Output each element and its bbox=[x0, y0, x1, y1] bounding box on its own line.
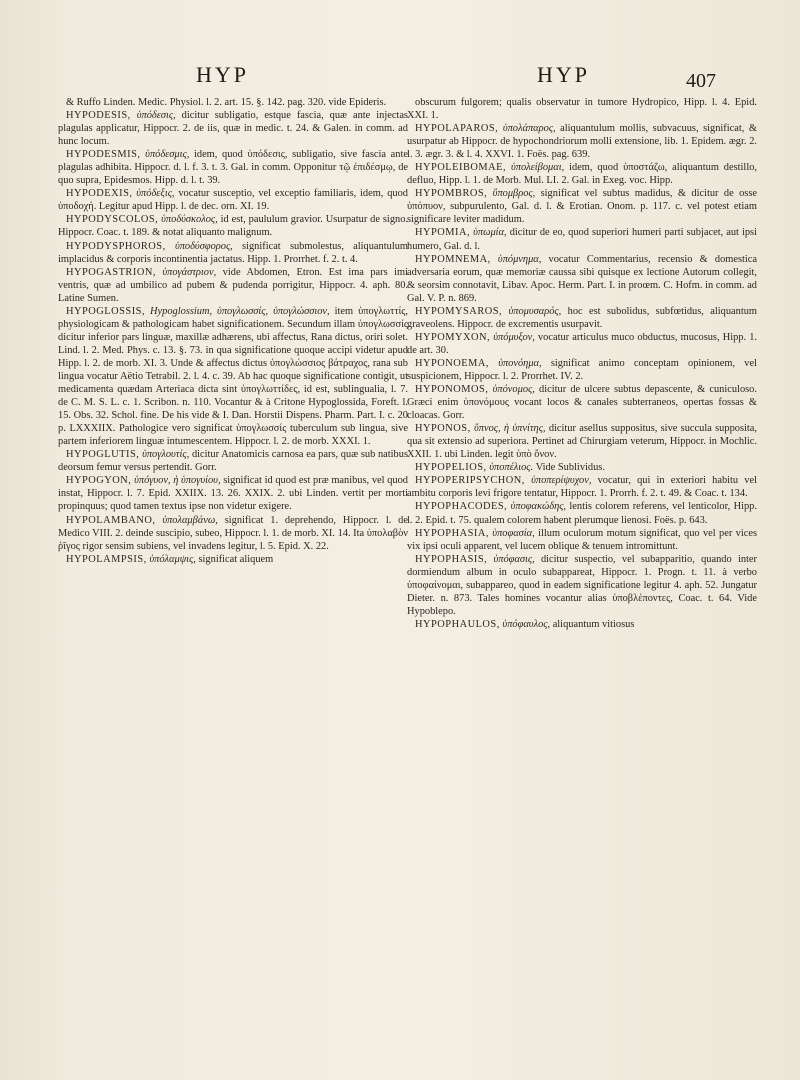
entry-greek-term: ὑπόδεξις, bbox=[136, 188, 175, 200]
entry-greek-term: ὑποπερίψυχον, bbox=[531, 475, 592, 487]
entry-greek-term: ὑπογάστριον, bbox=[162, 266, 217, 278]
entry-headword: HYPOMYSAROS, bbox=[415, 305, 503, 317]
entry-greek-term: ὑπόμυξον, bbox=[493, 331, 535, 343]
entry-headword: HYPOPHASIA, bbox=[415, 527, 489, 539]
dictionary-entry bbox=[407, 383, 757, 422]
entry-headword: HYPOLAPAROS, bbox=[415, 123, 499, 135]
entry-definition: aliquantum vitiosus bbox=[552, 618, 635, 630]
dictionary-entry bbox=[58, 187, 408, 213]
entry-greek-term: ὑπολαμβάνω, bbox=[162, 514, 218, 526]
entry-greek-term: ὑπωμία, bbox=[473, 227, 507, 239]
dictionary-entry bbox=[407, 187, 757, 226]
entry-definition: id est, paululum gravior. Usurpatur de signo. Hippocr. Coac. t. 189. & notat aliquanto malignum. bbox=[58, 214, 408, 239]
entry-definition: hoc est subolidus, subfœtidus, aliquantum graveolens. Hippocr. de excrementis usurpavit. bbox=[407, 305, 757, 330]
entry-headword: HYPODYSPHOROS, bbox=[66, 240, 166, 252]
left-running-head: HYP bbox=[196, 62, 250, 87]
entry-definition: lentis colorem referens, vel lenticolor, Hipp. l. 2. Epid. t. 75. qualem colorem habent plerumque lienosi. Foës. p. 643. bbox=[407, 501, 757, 526]
entry-headword: HYPODESMIS, bbox=[66, 149, 141, 161]
entry-definition: vide Abdomen, Etron. Est ima pars imi ventris, quæ ad umbilico ad pubem & pudenda porrigitur, Hippocr. 4. aph. 80. Latine Sumen. bbox=[58, 266, 408, 304]
dictionary-entry bbox=[58, 448, 408, 474]
entry-headword: HYPOPHASIS, bbox=[415, 553, 488, 565]
entry-definition: idem, quod ὑπόδεσις, subligatio, sive fascia ante plagulas adhibita. Hippocr. d. l. f. 3. t. 3. Gal. in comm. Opponitur τῷ ἐπιδέσμῳ, de quo supra, Epidesmos. Hipp. d. l. t. 39. bbox=[58, 149, 408, 187]
entry-headword: HYPOPHACODES, bbox=[415, 501, 508, 513]
entry-greek-term: ὑποδύσκολος, bbox=[161, 214, 218, 226]
left-column bbox=[58, 96, 408, 566]
entry-greek-term: ὑποπέλιος. bbox=[489, 462, 534, 474]
entry-greek-term: ὑπόμνημα, bbox=[497, 253, 542, 265]
dictionary-entry bbox=[407, 527, 757, 553]
entry-definition: significat 1. deprehendo, Hippocr. l. de Medico VIII. 2. deinde suscipio, subeo, Hippocr. l. 1. de morb. XI. 14. Ita ὑπολαβὸν ῥῖγος rigor sensim subiens, vel invadens legitur, l. 5. Epid. X. 22. bbox=[58, 514, 408, 552]
entry-greek-term: ὕπνος, ἡ ὑπνίτης, bbox=[474, 423, 546, 435]
entry-greek-term: ὑπομυσαρός, bbox=[508, 305, 562, 317]
entry-headword: HYPOMBROS, bbox=[415, 188, 488, 200]
entry-greek-term: ὑπόγυον, ἡ ὑπογυίου, bbox=[134, 475, 221, 487]
entry-definition: significat id quod est præ manibus, vel quod instat, Hippocr. l. 7. Epid. XXIIX. 13. 26. XXIX. 2. ubi Linden. vertit per morti propinquus; quod tamen textus ipse non videtur exigere. bbox=[58, 475, 408, 513]
entry-definition: dicitur Anatomicis carnosa ea pars, quæ sub natibus deorsum femur versus pertendit. Gorr. bbox=[58, 449, 408, 474]
entry-definition: significat submolestus, aliquantulum implacidus & corporis incontinentia jactatus. Hipp. 1. Prorrhet. f. 2. t. 4. bbox=[58, 240, 408, 265]
dictionary-entry bbox=[407, 618, 757, 631]
entry-definition: vocatur Commentarius, recensio & domestica adversaria eorum, quæ memoriæ caussa sibi quisque ex lectione Autorum collegit, & seorsim connotavit, Libav. Apoc. Herm. Part. I. in proœm. C. Hofm. in comm. ad Gal. V. P. n. 869. bbox=[407, 253, 757, 304]
entry-headword: HYPOPELIOS, bbox=[415, 462, 487, 474]
entry-greek-term: Hypoglossium, ὑπογλωσσίς, ὑπογλώσσιον, bbox=[150, 305, 330, 317]
entry-definition: significat vel subtus madidus, & dicitur de osse ὑπόπυον, subpurulento, Gal. d. l. & Erotian. Onom. p. 117. c. vel potest etiam significare leviter madidum. bbox=[407, 188, 757, 226]
entry-headword: HYPOMYXON, bbox=[415, 331, 491, 343]
dictionary-entry bbox=[58, 148, 408, 187]
entry-greek-term: ὑπονόημα, bbox=[498, 357, 542, 369]
entry-definition: dicitur de ulcere subtus depascente, & cuniculoso. Græci enim ὑπονόμους vocant locos & canales subterraneos, opertas fossas & cloacas. Gorr. bbox=[407, 384, 757, 422]
entry-headword: HYPOLAMBANO, bbox=[66, 514, 156, 526]
entry-headword: HYPOGASTRION, bbox=[66, 266, 156, 278]
entry-greek-term: ὑπόφασις, bbox=[493, 553, 535, 565]
entry-definition: obscurum fulgorem; qualis observatur in tumore Hydropico, Hipp. l. 4. Epid. XXI. 1. bbox=[407, 97, 757, 122]
running-header bbox=[0, 62, 800, 94]
entry-headword: HYPONOS, bbox=[415, 423, 471, 435]
entry-definition: dicitur de eo, quod superiori humeri parti subjacet, aut ipsi humero, Gal. d. l. bbox=[407, 227, 757, 252]
dictionary-entry bbox=[58, 240, 408, 266]
entry-headword: HYPODYSCOLOS, bbox=[66, 214, 159, 226]
entry-headword: HYPOPHAULOS, bbox=[415, 618, 500, 630]
entry-headword: HYPOMIA, bbox=[415, 227, 471, 239]
dictionary-entry bbox=[407, 474, 757, 500]
dictionary-entry bbox=[58, 213, 408, 239]
dictionary-entry bbox=[58, 266, 408, 305]
entry-definition: vocatur susceptio, vel exceptio familiaris, idem, quod ὑποδοχή. Legitur apud Hipp. l. de dec. orn. XI. 19. bbox=[58, 188, 408, 213]
dictionary-entry bbox=[407, 500, 757, 526]
entry-headword: HYPODEXIS, bbox=[66, 188, 133, 200]
page-number: 407 bbox=[686, 70, 716, 92]
entry-headword: HYPOMNEMA, bbox=[415, 253, 491, 265]
entry-definition: dicitur subligatio, estque fascia, quæ ante injectas plagulas applicatur, Hippocr. 2. de iis, quæ in medic. t. 24. & Galen. in comm. ad hunc locum. bbox=[58, 110, 408, 148]
entry-definition: vocatur articulus muco obductus, mucosus, Hipp. 1. de art. 30. bbox=[407, 331, 757, 356]
entry-greek-term: ὑπολείβομαι, bbox=[511, 162, 565, 174]
entry-headword: HYPONOMOS, bbox=[415, 384, 489, 396]
dictionary-entry bbox=[407, 422, 757, 461]
dictionary-entry bbox=[58, 553, 408, 566]
entry-greek-term: ὑποφασία, bbox=[492, 527, 535, 539]
entry-greek-term: ὑπόλαμψις, bbox=[149, 553, 196, 565]
entry-greek-term: ὑπογλουτίς, bbox=[142, 449, 190, 461]
entry-definition: significat aliquem bbox=[198, 553, 274, 565]
dictionary-entry bbox=[58, 305, 408, 449]
entry-greek-term: ὑπόδεσμις, bbox=[145, 149, 190, 161]
dictionary-entry bbox=[407, 305, 757, 331]
entry-definition: Vide Sublividus. bbox=[535, 462, 605, 474]
dictionary-entry bbox=[407, 96, 757, 122]
entry-greek-term: ὑπολάπαρος, bbox=[502, 123, 556, 135]
entry-definition: idem, quod ὑποστάζω, aliquantum destillo, defluo, Hipp. l. 1. de Morb. Mul. LI. 2. Gal. in Exeg. voc. Hipp. bbox=[407, 162, 758, 187]
entry-definition: & Ruffo Linden. Medic. Physiol. l. 2. art. 15. §. 142. pag. 320. vide Epideris. bbox=[66, 97, 387, 108]
entry-headword: HYPOGLUTIS, bbox=[66, 449, 140, 461]
entry-headword: HYPODESIS, bbox=[66, 110, 131, 122]
entry-definition: aliquantulum mollis, subvacuus, significat, & usurpatur ab Hippocr. de hypochondriorum molli extensione, lib. 1. Epidem. ægr. 2. l. 3. ægr. 3. & l. 4. XXVI. 1. Foës. pag. 639. bbox=[407, 123, 757, 161]
entry-definition: illum oculorum motum significat, quo vel per vices vix ipsi oculi apparent, vel lucem oblique & tenuem intromittunt. bbox=[407, 527, 758, 552]
entry-greek-term: ὕπομβρος, bbox=[492, 188, 536, 200]
dictionary-entry bbox=[407, 226, 757, 252]
dictionary-entry bbox=[407, 331, 757, 357]
dictionary-entry bbox=[58, 96, 408, 109]
dictionary-entry bbox=[407, 461, 757, 474]
entry-greek-term: ὑπόφαυλος, bbox=[502, 618, 551, 630]
right-running-head: HYP bbox=[537, 62, 591, 87]
entry-definition: dicitur asellus suppositus, sive succula supposita, qua sit extensio ad superiora. Pertinet ad Chirurgiam veterum, Hippocr. in Mochlic. XXII. 1. ubi Linden. legit ὑπὸ ὄνον. bbox=[407, 423, 757, 461]
entry-headword: HYPOLEIBOMAE, bbox=[415, 162, 507, 174]
dictionary-entry bbox=[58, 514, 408, 553]
dictionary-entry bbox=[407, 253, 757, 305]
entry-definition: significat animo conceptam opinionem, vel suspicionem, Hippocr. l. 2. Prorrhet. IV. 2. bbox=[407, 357, 757, 382]
entry-greek-term: ὑπόνομος, bbox=[492, 384, 535, 396]
dictionary-entry bbox=[407, 553, 757, 618]
entry-headword: HYPOPERIPSYCHON, bbox=[415, 475, 525, 487]
entry-definition: vocatur, qui in exteriori habitu vel ambitu corporis levi frigore tentatur, Hippocr. 1. Prorrh. f. 2. t. 49. & Coac. t. 134. bbox=[407, 475, 757, 500]
entry-greek-term: ὑποδύσφορος, bbox=[174, 240, 233, 252]
dictionary-entry bbox=[407, 161, 757, 187]
dictionary-entry bbox=[407, 357, 757, 383]
dictionary-entry bbox=[58, 109, 408, 148]
entry-headword: HYPONOEMA, bbox=[415, 357, 489, 369]
entry-greek-term: ὑπόδεσις, bbox=[136, 110, 176, 122]
entry-definition: item ὑπογλωττίς, physiologicam & pathologicam habet significationem. Secundum illam ὑπογλωσσίς dicitur inferior pars linguæ, maxillæ adhærens, ubi affectus, Rana dictus, oriri solet. Lind. l. 2. Med. Phys. c. 13. §. 73. in qua significatione quoque accipi videtur apud Hipp. l. 2. de morb. XI. 3. Unde & affectus dictus ὑπογλώσσιος βάτραχος, rana sub lingua vocatur Aëtio Tetrabil. 2. l. 4. c. 39. Ab hac quoque significatione contigit, ut medicamenta quædam Arteriaca dicta sint ὑπογλωττίδες, id est, sublingualia, l. 7. de C. M. S. L. c. 1. Scribon. n. 110. Vocantur & à Critone Hypoglossida, Foreft. l. 15. Obs. 32. Schol. fine. De his vide & I. Dan. Horstii Dispens. Pharm. Part. I. c. 20 p. LXXXIIX. Pathologice vero significat ὑπογλωσσίς tuberculum sub lingua, sive partem inferiorem linguæ intumescentem. Hippocr. l. 2. de morb. XXXI. 1. bbox=[58, 305, 408, 448]
dictionary-entry bbox=[407, 122, 757, 161]
entry-headword: HYPOGLOSSIS, bbox=[66, 305, 146, 317]
entry-headword: HYPOLAMPSIS, bbox=[66, 553, 147, 565]
dictionary-entry bbox=[58, 474, 408, 513]
right-column bbox=[407, 96, 757, 631]
entry-greek-term: ὑποφακώδης, bbox=[510, 501, 567, 513]
entry-headword: HYPOGYON, bbox=[66, 475, 132, 487]
entry-definition: dicitur suspectio, vel subapparitio, quando inter dormiendum album in oculo subappareat, Hippocr. 1. Progn. t. 11. à verbo ὑποφαίνομαι, subappareo, quod in eadem significatione legitur 4. aph. 52. Jungatur Dieter. n. 873. Tales homines vocantur alias ὑποβλέποντες, Coac. t. 64. Vide Hypoblepo. bbox=[407, 553, 757, 617]
